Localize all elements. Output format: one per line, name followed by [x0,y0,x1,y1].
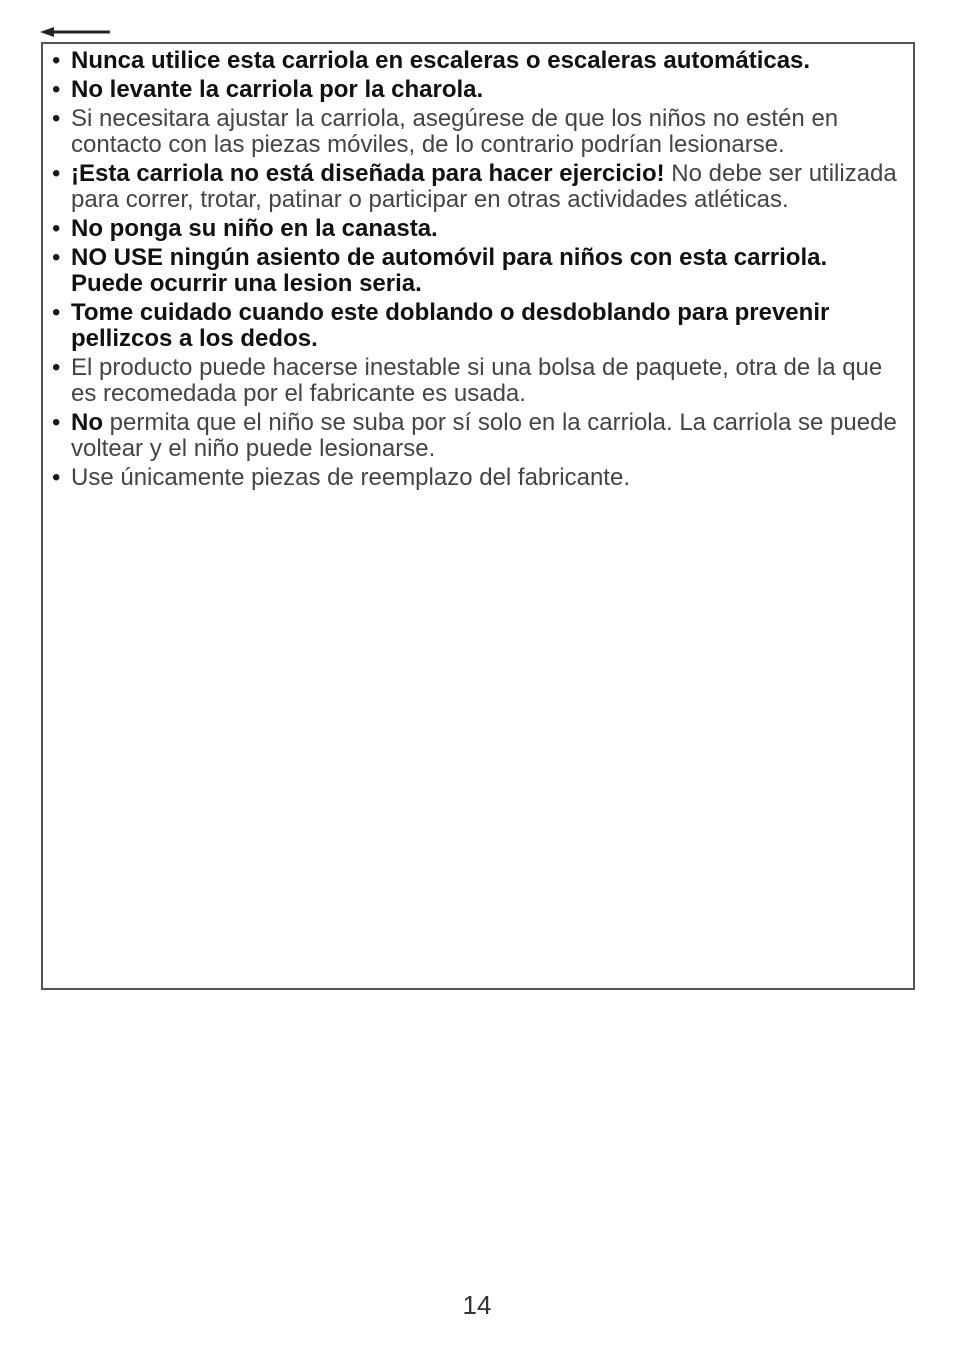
warning-item [51,410,901,462]
warning-item [51,106,901,158]
warning-light-text: Use únicamente piezas de reemplazo del fabricante. [71,464,630,491]
warning-item [51,161,901,213]
bullet: • [52,244,61,271]
warning-list [43,44,913,491]
warning-bold-text: No [71,409,103,436]
page-number: 14 [462,1290,492,1320]
warning-bold-text: ¡Esta carriola no está diseñada para hacer ejercicio! [71,160,665,187]
warning-bold-text: Nunca utilice esta carriola en escaleras o escaleras automáticas. [71,47,811,74]
bullet: • [52,409,61,436]
warning-light-text: permita que el niño se suba por sí solo en la carriola. La carriola se puede voltear y el niño puede lesionarse. [71,409,897,462]
left-arrow-icon[interactable] [40,25,112,39]
bullet: • [52,354,61,381]
warning-item [51,77,901,103]
bullet: • [52,76,61,103]
bullet: • [52,299,61,326]
bullet: • [52,215,61,242]
warning-item [51,355,901,407]
bullet: • [52,105,61,132]
warning-box [41,42,915,990]
warning-item [51,48,901,74]
warning-item [51,245,901,297]
warning-light-text: No debe ser utilizada para correr, trotar, patinar o participar en otras actividades atléticas. [71,160,897,213]
bullet: • [52,464,61,491]
warning-bold-text: Tome cuidado cuando este doblando o desdoblando para prevenir pellizcos a los dedos. [71,299,830,352]
warning-light-text: El producto puede hacerse inestable si una bolsa de paquete, otra de la que es recomedada por el fabricante es usada. [71,354,883,407]
warning-light-text: Si necesitara ajustar la carriola, asegúrese de que los niños no estén en contacto con las piezas móviles, de lo contrario podrían lesionarse. [71,105,839,158]
warning-item [51,216,901,242]
warning-item [51,465,901,491]
warning-bold-text: No levante la carriola por la charola. [71,76,484,103]
warning-bold-text: No ponga su niño en la canasta. [71,215,438,242]
warning-item [51,300,901,352]
bullet: • [52,160,61,187]
warning-bold-text: NO USE ningún asiento de automóvil para niños con esta carriola. Puede ocurrir una lesion seria. [71,244,828,297]
bullet: • [52,47,61,74]
